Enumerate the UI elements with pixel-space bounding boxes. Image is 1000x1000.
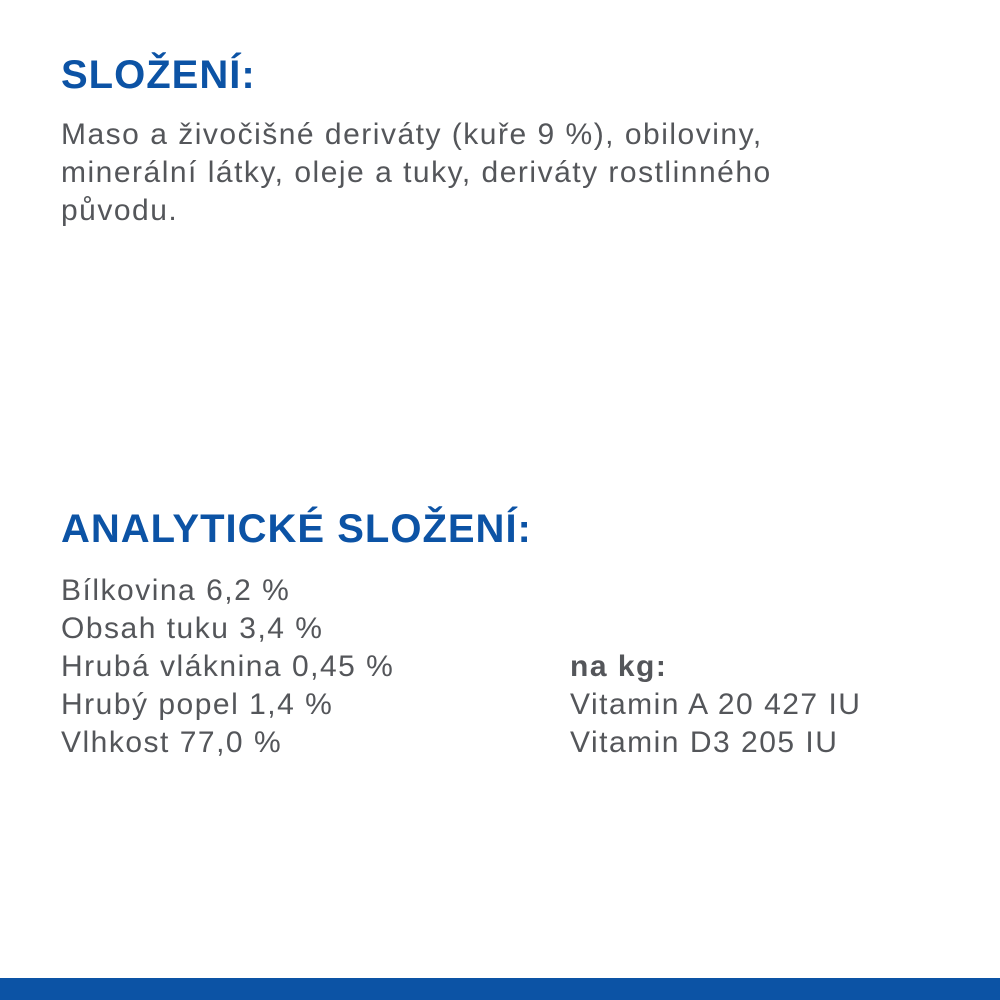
analytical-heading: ANALYTICKÉ SLOŽENÍ:	[61, 507, 532, 551]
analytical-item: Hrubá vláknina 0,45 %	[61, 650, 395, 683]
analytical-item: Bílkovina 6,2 %	[61, 574, 291, 607]
per-kg-item: Vitamin A 20 427 IU	[570, 688, 862, 721]
analytical-item: Vlhkost 77,0 %	[61, 726, 283, 759]
analytical-item: Hrubý popel 1,4 %	[61, 688, 334, 721]
per-kg-label: na kg:	[570, 650, 668, 683]
composition-heading: SLOŽENÍ:	[61, 53, 256, 97]
per-kg-column	[570, 648, 861, 762]
composition-line: minerální látky, oleje a tuky, deriváty rostlinného	[61, 156, 772, 189]
composition-line: Maso a živočišné deriváty (kuře 9 %), obiloviny,	[61, 118, 763, 151]
composition-line: původu.	[61, 194, 179, 227]
analytical-item: Obsah tuku 3,4 %	[61, 612, 324, 645]
composition-paragraph	[61, 116, 772, 230]
analytical-list	[61, 572, 394, 762]
bottom-brand-bar	[0, 978, 1000, 1000]
per-kg-item: Vitamin D3 205 IU	[570, 726, 839, 759]
